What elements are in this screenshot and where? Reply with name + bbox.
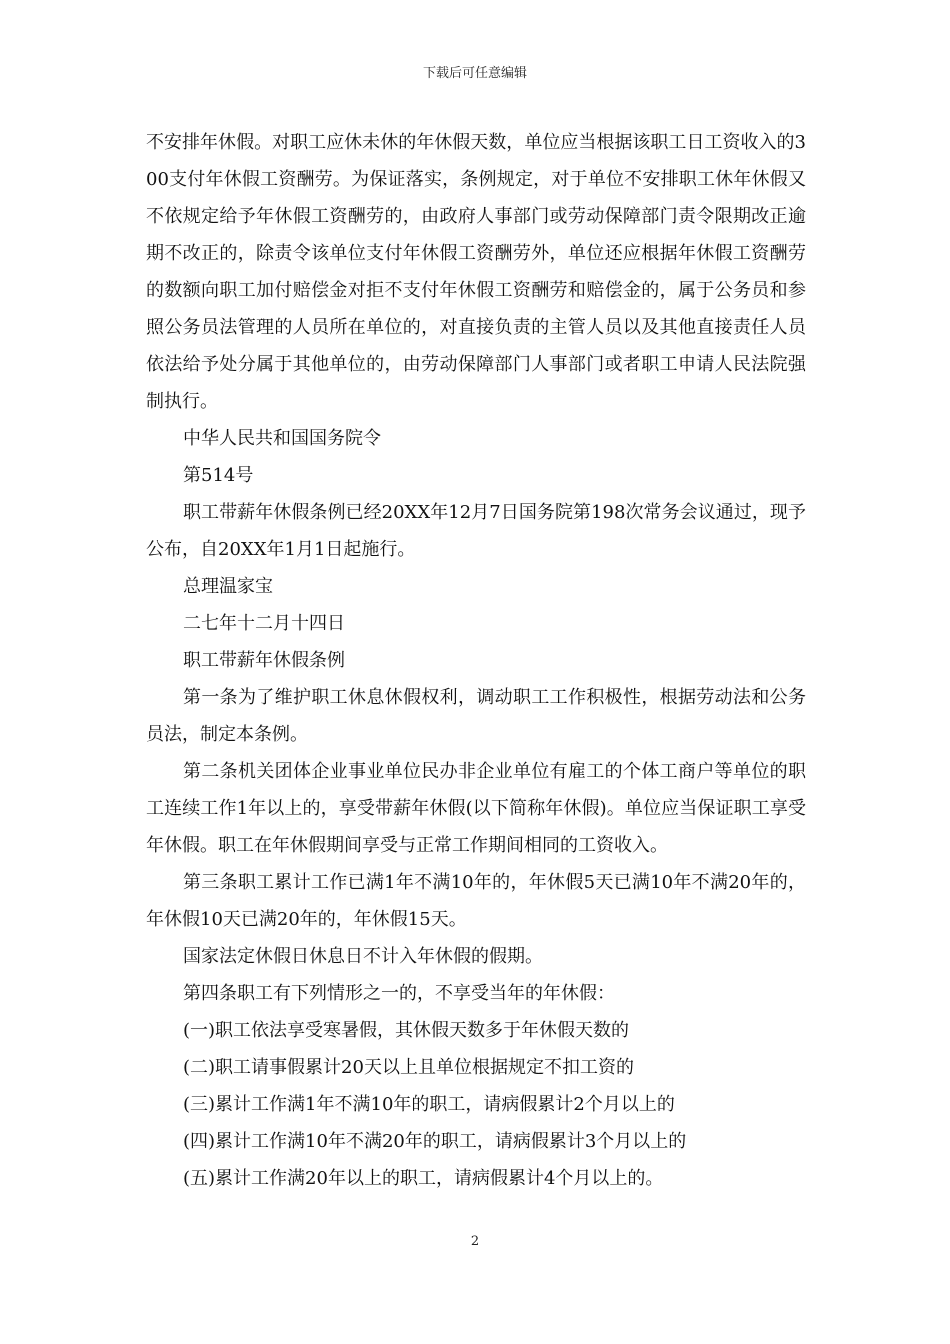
document-body: [146, 124, 806, 1197]
paragraph-holiday-note: 国家法定休假日休息日不计入年休假的假期。: [183, 946, 543, 967]
paragraph-signatory: 总理温家宝: [183, 576, 273, 597]
paragraph-order-title: 中华人民共和国国务院令: [183, 428, 381, 449]
page-number: 2: [470, 1234, 480, 1249]
paragraph-continued: 不安排年休假。对职工应休未休的年休假天数，单位应当根据该职工日工资收入的300支付年休假工资酬劳。为保证落实，条例规定，对于单位不安排职工休年休假又不依规定给予年休假工资酬劳的，由政府人事部门或劳动保障部门责令限期改正逾期不改正的，除责令该单位支付年休假工资酬劳外，单位还应根据年休假工资酬劳的数额向职工加付赔偿金对拒不支付年休假工资酬劳和赔偿金的，属于公务员和参照公务员法管理的人员所在单位的，对直接负责的主管人员以及其他直接责任人员依法给予处分属于其他单位的，由劳动保障部门人事部门或者职工申请人民法院强制执行。: [146, 132, 806, 412]
paragraph-article-1: 第一条为了维护职工休息休假权利，调动职工工作积极性，根据劳动法和公务员法，制定本条例。: [146, 687, 806, 745]
list-item-1: (一)职工依法享受寒暑假，其休假天数多于年休假天数的: [183, 1020, 630, 1041]
list-item-3: (三)累计工作满1年不满10年的职工，请病假累计2个月以上的: [183, 1094, 675, 1115]
list-item-4: (四)累计工作满10年不满20年的职工，请病假累计3个月以上的: [183, 1131, 687, 1152]
list-item-5: (五)累计工作满20年以上的职工，请病假累计4个月以上的。: [183, 1168, 664, 1189]
paragraph-article-4: 第四条职工有下列情形之一的，不享受当年的年休假：: [183, 983, 615, 1004]
paragraph-article-2: 第二条机关团体企业事业单位民办非企业单位有雇工的个体工商户等单位的职工连续工作1年以上的，享受带薪年休假(以下简称年休假)。单位应当保证职工享受年休假。职工在年休假期间享受与正常工作期间相同的工资收入。: [146, 761, 806, 856]
page-header: 下载后可任意编辑: [422, 66, 527, 81]
paragraph-regulation-title: 职工带薪年休假条例: [183, 650, 345, 671]
paragraph-article-3: 第三条职工累计工作已满1年不满10年的，年休假5天已满10年不满20年的，年休假10天已满20年的，年休假15天。: [146, 872, 806, 930]
paragraph-date: 二七年十二月十四日: [183, 613, 345, 634]
paragraph-order-number: 第514号: [183, 465, 254, 486]
list-item-2: (二)职工请事假累计20天以上且单位根据规定不扣工资的: [183, 1057, 634, 1078]
paragraph-promulgation: 职工带薪年休假条例已经20XX年12月7日国务院第198次常务会议通过，现予公布，自20XX年1月1日起施行。: [146, 502, 806, 560]
